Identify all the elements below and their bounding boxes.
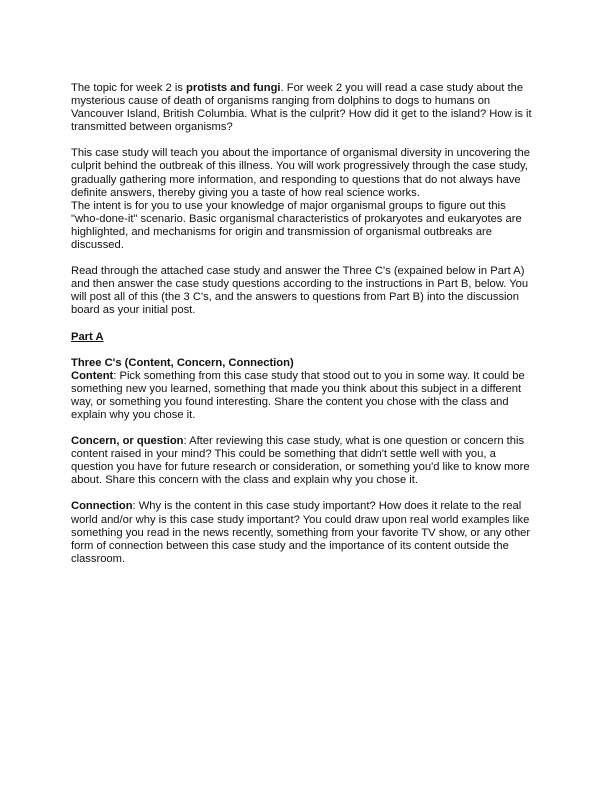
connection-label: Connection: [71, 500, 133, 513]
part-a-heading: Part A: [71, 330, 104, 343]
document-page: [71, 82, 533, 566]
paragraph-spacer: [71, 318, 533, 331]
topic-highlight: protists and fungi: [186, 82, 281, 94]
concern-label: Concern, or question: [71, 435, 184, 448]
connection-paragraph: [71, 500, 533, 565]
content-label: Content: [71, 369, 114, 382]
paragraph-spacer: [71, 134, 533, 147]
paragraph-spacer: [71, 422, 533, 435]
intro-text-prefix: The topic for week 2 is: [71, 82, 187, 94]
connection-description: : Why is the content in this case study important? How does it relate to the real world and/or why is this case study important? You could draw upon real world examples like something you read in the news recently, something from your favorite TV show, or any other form of connection between this case study and the importance of its content outside the classroom.: [71, 500, 531, 565]
content-description: : Pick something from this case study that stood out to you in some way. It could be something new you learned, something that made you think about this subject in a different way, or something you found interesting. Share the content you chose with the class and explain why you chose it.: [71, 369, 525, 421]
paragraph-spacer: [71, 487, 533, 500]
intro-paragraph: [71, 82, 533, 134]
intent-paragraph: The intent is for you to use your knowledge of major organismal groups to figure out this "who-done-it" scenario. Basic organismal characteristics of prokaryotes and eukaryotes are highlighted, and mechanisms for origin and transmission of organismal outbreaks are discussed.: [71, 199, 522, 252]
concern-description: : After reviewing this case study, what is one question or concern this content raised in your mind? This could be something that didn't settle well with you, a question you have for future research or consideration, or something you'd like to know more about. Share this concern with the class and explain why you chose it.: [71, 435, 530, 487]
case-study-description: This case study will teach you about the importance of organismal diversity in uncovering the culprit behind the outbreak of this illness. You will work progressively through the case study, gradually gathering more information, and responding to questions that do not always have definite answers, thereby giving you a taste of how real science works.: [71, 147, 530, 199]
intro-text-suffix: . For week 2 you will read a case study about the mysterious cause of death of organisms ranging from dolphins to dogs to humans on Vancouver Island, British Columbia. What is the culprit? How did it get to the island? How is it transmitted between organisms?: [71, 82, 532, 134]
three-cs-subheading: Three C's (Content, Concern, Connection): [71, 356, 294, 369]
instructions-paragraph: Read through the attached case study and answer the Three C's (expained below in Part A) and then answer the case study questions according to the instructions in Part B, below. You will post all of this (the 3 C's, and the answers to questions from Part B) into the discussion board as your initial post.: [71, 265, 529, 317]
paragraph-spacer: [71, 344, 533, 357]
concern-paragraph: [71, 435, 533, 487]
content-paragraph: [71, 370, 533, 422]
paragraph-spacer: [71, 252, 533, 265]
